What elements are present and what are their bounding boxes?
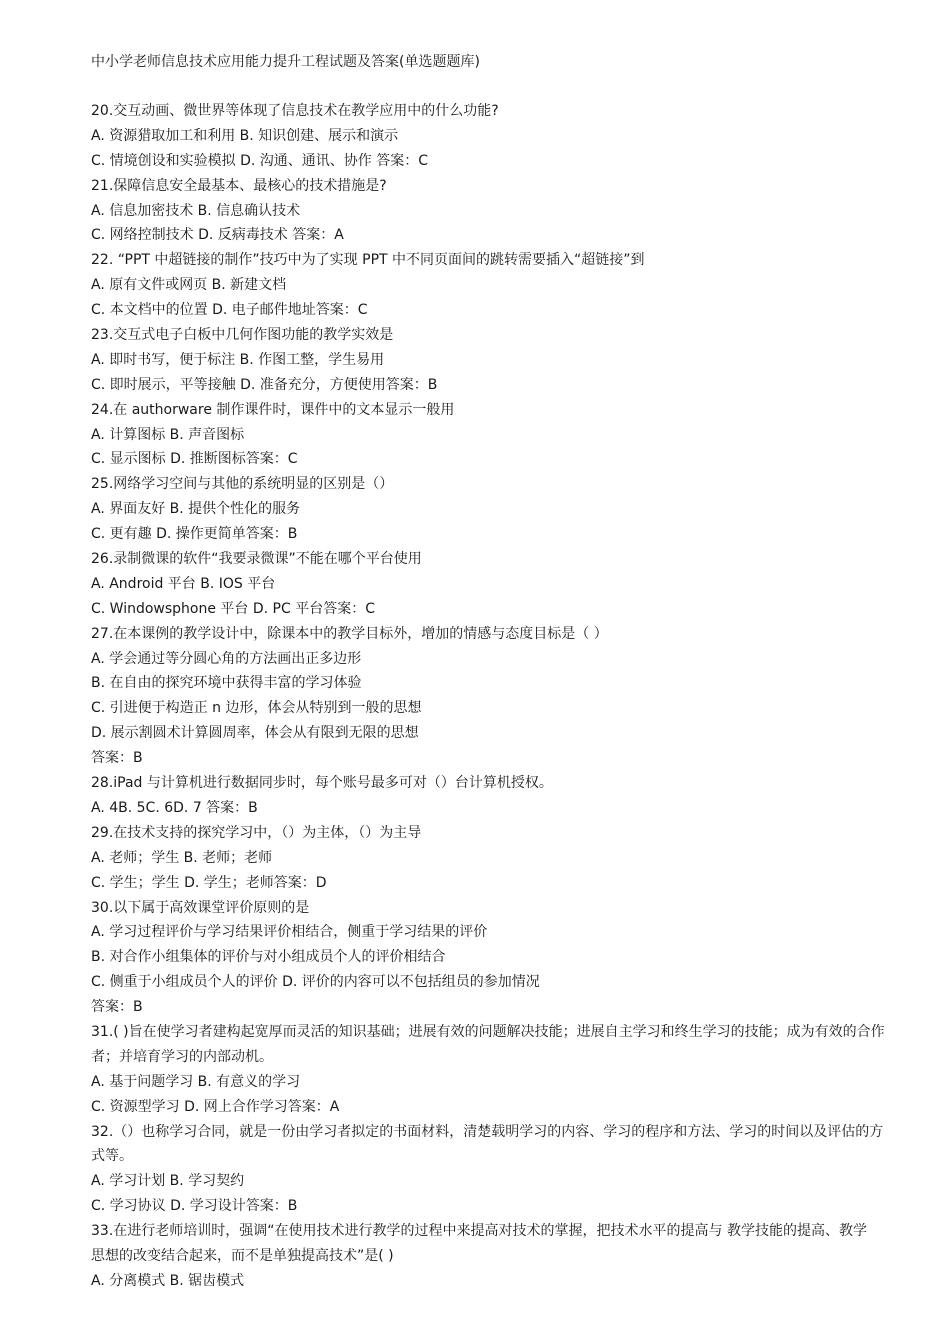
text-line: C. 情境创设和实验模拟 D. 沟通、通讯、协作 答案：C: [91, 152, 429, 169]
text-line: 26.录制微课的软件“我要录微课”不能在哪个平台使用: [91, 551, 422, 568]
text-line: 25.网络学习空间与其他的系统明显的区别是（）: [91, 476, 394, 493]
text-line: A. 原有文件或网页 B. 新建文档: [91, 277, 287, 294]
text-line: 32.（）也称学习合同，就是一份由学习者拟定的书面材料，清楚载明学习的内容、学习的程序和方法、学习的时间以及评估的方: [91, 1123, 884, 1140]
text-line: 者；并培育学习的内部动机。: [91, 1048, 273, 1065]
text-line: 22. “PPT 中超链接的制作”技巧中为了实现 PPT 中不同页面间的跳转需要插入“超链接”到: [91, 252, 645, 269]
text-line: C. 侧重于小组成员个人的评价 D. 评价的内容可以不包括组员的参加情况: [91, 974, 540, 991]
text-line: A. 4B. 5C. 6D. 7 答案：B: [91, 799, 258, 816]
text-line: A. Android 平台 B. IOS 平台: [91, 575, 276, 592]
text-line: 27.在本课例的教学设计中，除课本中的教学目标外，增加的情感与态度目标是（ ）: [91, 625, 608, 642]
text-line: A. 学会通过等分圆心角的方法画出正多边形: [91, 650, 362, 667]
text-line: A. 计算图标 B. 声音图标: [91, 426, 245, 443]
text-line: B. 在自由的探究环境中获得丰富的学习体验: [91, 675, 362, 692]
text-line: A. 即时书写，便于标注 B. 作图工整，学生易用: [91, 351, 385, 368]
text-line: C. Windowsphone 平台 D. PC 平台答案：C: [91, 600, 376, 617]
text-line: C. 学习协议 D. 学习设计答案：B: [91, 1198, 298, 1215]
text-line: 答案：B: [91, 999, 143, 1016]
text-line: C. 引进便于构造正 n 边形，体会从特别到一般的思想: [91, 700, 422, 717]
text-line: 思想的改变结合起来，而不是单独提高技术”是( ): [91, 1247, 394, 1264]
text-line: A. 老师；学生 B. 老师；老师: [91, 849, 273, 866]
text-line: 答案：B: [91, 750, 143, 767]
text-line: A. 基于问题学习 B. 有意义的学习: [91, 1073, 301, 1090]
text-line: A. 学习计划 B. 学习契约: [91, 1173, 245, 1190]
text-line: A. 信息加密技术 B. 信息确认技术: [91, 202, 301, 219]
text-line: 24.在 authorware 制作课件时，课件中的文本显示一般用: [91, 401, 455, 418]
text-line: A. 学习过程评价与学习结果评价相结合，侧重于学习结果的评价: [91, 924, 488, 941]
text-line: C. 网络控制技术 D. 反病毒技术 答案：A: [91, 227, 344, 244]
text-line: 29.在技术支持的探究学习中，（）为主体，（）为主导: [91, 824, 422, 841]
text-line: C. 本文档中的位置 D. 电子邮件地址答案：C: [91, 302, 368, 319]
text-line: A. 资源猎取加工和利用 B. 知识创建、展示和演示: [91, 127, 399, 144]
text-line: A. 分离模式 B. 锯齿模式: [91, 1272, 245, 1289]
document-title: 中小学老师信息技术应用能力提升工程试题及答案(单选题题库): [91, 54, 480, 70]
text-line: A. 界面友好 B. 提供个性化的服务: [91, 501, 301, 518]
text-line: 30.以下属于高效课堂评价原则的是: [91, 899, 310, 916]
text-line: 式等。: [91, 1148, 133, 1165]
text-line: D. 展示割圆术计算圆周率，体会从有限到无限的思想: [91, 725, 419, 742]
text-line: C. 资源型学习 D. 网上合作学习答案：A: [91, 1098, 340, 1115]
text-line: 20.交互动画、微世界等体现了信息技术在教学应用中的什么功能?: [91, 103, 499, 119]
text-line: C. 更有趣 D. 操作更简单答案：B: [91, 526, 298, 543]
question-list: [91, 99, 906, 1294]
text-line: B. 对合作小组集体的评价与对小组成员个人的评价相结合: [91, 949, 446, 966]
text-line: 28.iPad 与计算机进行数据同步时，每个账号最多可对（）台计算机授权。: [91, 775, 553, 792]
text-line: C. 显示图标 D. 推断图标答案：C: [91, 451, 298, 468]
text-line: 31.( )旨在使学习者建构起宽厚而灵活的知识基础；进展有效的问题解决技能；进展自主学习和终生学习的技能；成为有效的合作: [91, 1023, 885, 1040]
text-line: 33.在进行老师培训时，强调“在使用技术进行教学的过程中来提高对技术的掌握，把技术水平的提高与 教学技能的提高、教学: [91, 1223, 867, 1240]
text-line: C. 即时展示，平等接触 D. 准备充分，方便使用答案：B: [91, 376, 438, 393]
text-line: C. 学生；学生 D. 学生；老师答案：D: [91, 874, 327, 891]
text-line: 21.保障信息安全最基本、最核心的技术措施是?: [91, 177, 387, 194]
text-line: 23.交互式电子白板中几何作图功能的教学实效是: [91, 327, 394, 344]
